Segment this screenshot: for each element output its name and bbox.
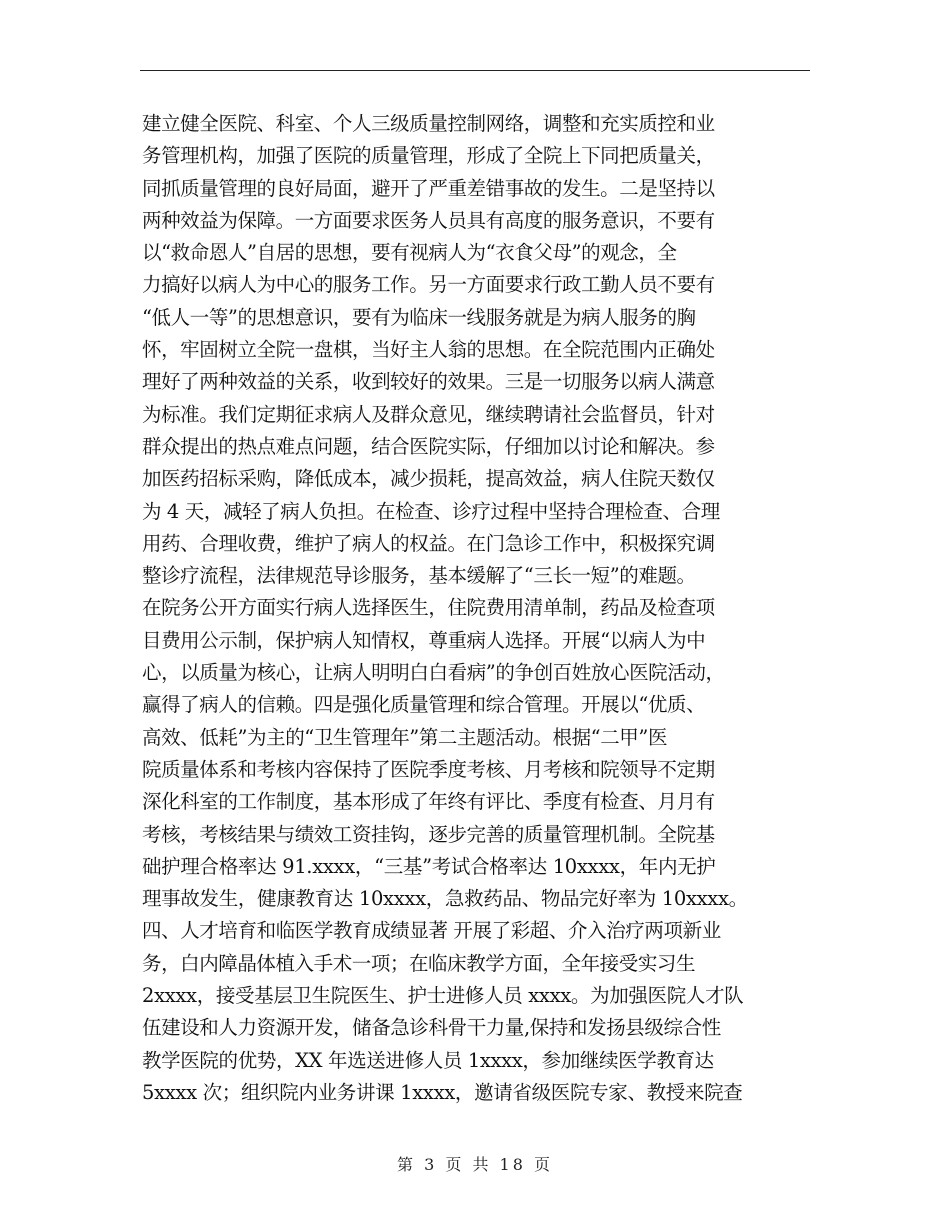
text-line: 高效、低耗”为主的“卫生管理年”第二主题活动。根据“二甲”医	[142, 725, 668, 749]
text-line: 教学医院的优势，XX 年选送进修人员 1xxxx，参加继续医学教育达	[142, 1048, 714, 1072]
text-line: “低人一等”的思想意识，要有为临床一线服务就是为病人服务的胸	[142, 305, 696, 329]
text-line: 理事故发生，健康教育达 10xxxx，急救药品、物品完好率为 10xxxx。	[142, 887, 748, 911]
text-line: 目费用公示制，保护病人知情权，尊重病人选择。开展“以病人为中	[142, 628, 706, 652]
document-body	[142, 108, 822, 1109]
text-line: 用药、合理收费，维护了病人的权益。在门急诊工作中，积极探究调	[142, 531, 715, 555]
text-line: 群众提出的热点难点问题，结合医院实际，仔细加以讨论和解决。参	[142, 434, 715, 458]
text-line: 赢得了病人的信赖。四是强化质量管理和综合管理。开展以“优质、	[142, 693, 706, 717]
text-line: 伍建设和人力资源开发，储备急诊科骨干力量,保持和发扬县级综合性	[142, 1016, 721, 1040]
text-line: 院质量体系和考核内容保持了医院季度考核、月考核和院领导不定期	[142, 757, 715, 781]
text-line: 同抓质量管理的良好局面，避开了严重差错事故的发生。二是坚持以	[142, 176, 715, 200]
header-rule	[140, 70, 810, 71]
text-line: 为标准。我们定期征求病人及群众意见，继续聘请社会监督员，针对	[142, 402, 715, 426]
page-number-label: 第 3 页 共 18 页	[397, 1155, 553, 1174]
text-line: 怀，牢固树立全院一盘棋，当好主人翁的思想。在全院范围内正确处	[142, 338, 715, 362]
text-line: 建立健全医院、科室、个人三级质量控制网络，调整和充实质控和业	[142, 112, 715, 135]
text-line: 整诊疗流程，法律规范导诊服务，基本缓解了“三长一短”的难题。	[142, 564, 696, 588]
text-line: 务，白内障晶体植入手术一项；在临床教学方面，全年接受实习生	[142, 951, 696, 975]
text-line: 两种效益为保障。一方面要求医务人员具有高度的服务意识，不要有	[142, 208, 715, 232]
text-line: 础护理合格率达 91.xxxx，“三基”考试合格率达 10xxxx，年内无护	[142, 854, 716, 878]
text-line: 为 4 天，减轻了病人负担。在检查、诊疗过程中坚持合理检查、合理	[142, 499, 720, 523]
text-line: 在院务公开方面实行病人选择医生，住院费用清单制，药品及检查项	[142, 596, 715, 620]
text-line: 以“救命恩人”自居的思想，要有视病人为“衣食父母”的观念，全	[142, 241, 677, 265]
text-line: 心，以质量为核心，让病人明明白白看病”的争创百姓放心医院活动，	[142, 661, 725, 685]
text-line: 2xxxx，接受基层卫生院医生、护士进修人员 xxxx。为加强医院人才队	[142, 984, 744, 1008]
text-line: 考核，考核结果与绩效工资挂钩，逐步完善的质量管理机制。全院基	[142, 822, 715, 846]
text-line: 加医药招标采购，降低成本，减少损耗，提高效益，病人住院天数仅	[142, 467, 715, 491]
text-line: 四、人才培育和临医学教育成绩显著 开展了彩超、介入治疗两项新业	[142, 919, 721, 943]
text-line: 力搞好以病人为中心的服务工作。另一方面要求行政工勤人员不要有	[142, 273, 715, 297]
text-line: 务管理机构，加强了医院的质量管理，形成了全院上下同把质量关，	[142, 144, 715, 168]
page-footer	[0, 1152, 950, 1175]
text-line: 深化科室的工作制度，基本形成了年终有评比、季度有检查、月月有	[142, 790, 715, 814]
text-line: 理好了两种效益的关系，收到较好的效果。三是一切服务以病人满意	[142, 370, 715, 394]
text-line: 5xxxx 次；组织院内业务讲课 1xxxx，邀请省级医院专家、教授来院查	[142, 1080, 743, 1104]
